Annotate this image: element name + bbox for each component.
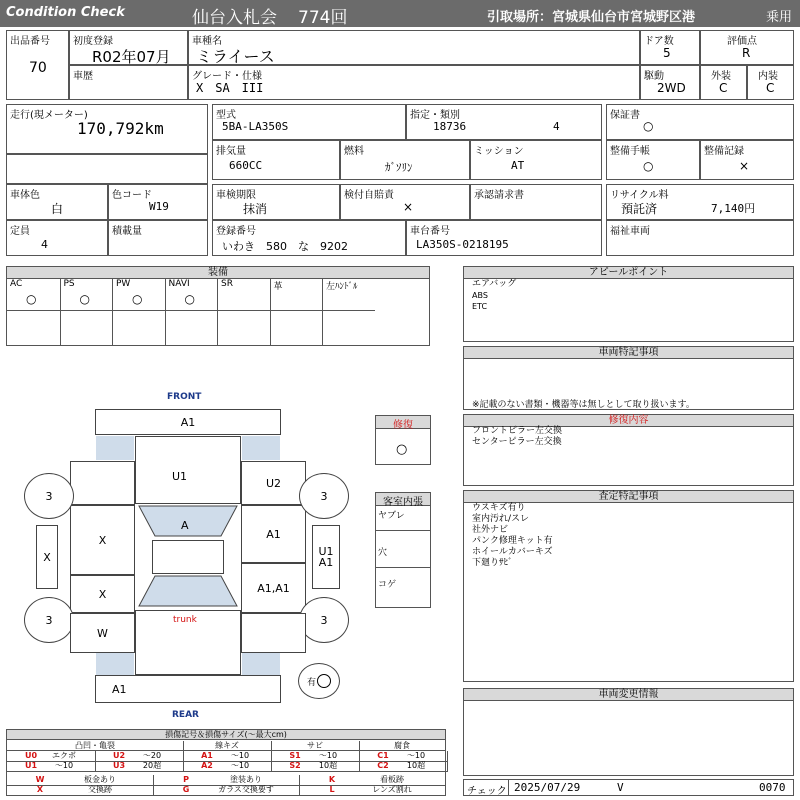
equipment-item-0: [7, 278, 60, 311]
body-color: 白: [51, 202, 64, 216]
equipment-item-1: [60, 278, 113, 311]
designation-cell: 指定・類別 18736 4: [406, 104, 602, 140]
mileage-cell: 走行(現メーター) 170,792km: [6, 104, 208, 154]
fuel-cell: 燃料 ｶﾞｿﾘﾝ: [340, 140, 470, 180]
damage-legend: 損傷記号＆損傷サイズ(〜最大cm) 凸凹・亀裂 線キズ サビ 腐食 U0 エクボ U2 〜20 A1 〜10 S1 〜10 C1 〜10 U1 〜10 U3 20超 A2 〜10 S2 10超 C2 10超 W 板金あり P 塗装あり K 看板跡 X 交換跡 G ガラス交換要す L レンズ割れ: [6, 729, 446, 796]
warranty-cell: 保証書 ○: [606, 104, 794, 140]
windshield-mark: A: [181, 519, 189, 532]
equipment-label: NAVI: [168, 279, 190, 289]
equipment-empty: [7, 311, 60, 345]
drive: 2WD: [657, 81, 686, 95]
auction-name: 仙台入札会: [192, 8, 277, 28]
equipment-mark: ○: [79, 292, 90, 306]
legend-code: A1 〜10: [183, 751, 272, 762]
special-note: ※記載のない書類・機器等は無しとして取り扱います。: [472, 400, 695, 410]
recycle-fee: 7,140円: [711, 202, 756, 215]
first-registration: R02年07月: [92, 48, 171, 66]
equipment-empty: [60, 311, 113, 345]
equipment-item-2: [112, 278, 165, 311]
door-rear-left: X: [70, 575, 135, 613]
cabin-item: ヤブレ: [378, 511, 405, 521]
legend-code: S2 10超: [271, 761, 360, 772]
color-code-cell: 色コード W19: [108, 184, 208, 220]
roof: [152, 540, 224, 574]
insurance-cell: 検付自賠責 ×: [340, 184, 470, 220]
legend-code: K 看板跡: [299, 775, 446, 786]
inspection-note: 室内汚れ/スレ: [472, 514, 530, 524]
appeal-item: エアバッグ: [472, 279, 517, 289]
equipment-item-4: [217, 278, 270, 311]
insurance: ×: [403, 200, 414, 214]
transmission: AT: [511, 159, 525, 172]
equipment-empty: [165, 311, 218, 345]
equipment-label: AC: [10, 279, 23, 289]
equipment-item-6: [322, 278, 375, 311]
inspection-note: 下廻りｻﾋﾞ: [472, 558, 513, 568]
equipment-empty: [217, 311, 270, 345]
drive-cell: 駆動 2WD: [640, 65, 700, 100]
maintenance-manual: ○: [643, 159, 654, 173]
displacement: 660CC: [229, 159, 263, 172]
side-panel-right: U1 A1: [312, 525, 340, 589]
interior-grade: C: [766, 81, 775, 95]
body-color-cell: 車体色 白: [6, 184, 108, 220]
legend-code: C2 10超: [359, 761, 448, 772]
capacity-cell: 定員 4: [6, 220, 108, 256]
spare-tire: 有: [298, 663, 340, 699]
manual-cell: 整備手帳 ○: [606, 140, 700, 180]
recycle-cell: リサイクル料 預託済 7,140円: [606, 184, 794, 220]
legend-category: 凸凹・亀裂: [7, 741, 184, 751]
listing-number: 70: [29, 60, 47, 76]
equipment-item-3: [165, 278, 218, 311]
appeal-item: ETC: [472, 302, 488, 311]
grade: R: [742, 46, 751, 60]
legend-code: G ガラス交換要す: [153, 785, 300, 796]
doors-cell: ドア数 5: [640, 30, 700, 65]
lot-number: 774回: [298, 8, 348, 28]
inspection-cell: 車検期限 抹消: [212, 184, 340, 220]
fuel: ｶﾞｿﾘﾝ: [385, 161, 413, 174]
service-record-cell: 整備記録 ×: [700, 140, 794, 180]
hood: [135, 436, 241, 504]
repair-mark: ○: [396, 442, 408, 457]
check-code: V: [617, 781, 624, 794]
legend-code: U0 エクボ: [7, 751, 96, 762]
model-name: ミライース: [196, 47, 275, 66]
rear-glass: [139, 576, 237, 606]
model-type: 5BA-LA350S: [222, 120, 289, 133]
inspection-note: ウスキズ有り: [472, 503, 526, 513]
cabin-trim-box: 客室内張 ヤブレ 穴 コゲ: [375, 492, 431, 608]
check-row: [463, 779, 794, 796]
check-date: 2025/07/29: [514, 781, 581, 794]
doors: 5: [663, 46, 671, 60]
mileage: 170,792km: [77, 119, 164, 138]
equipment-item-5: [270, 278, 323, 311]
registration-number-cell: 登録番号 いわき 580 な 9202: [212, 220, 406, 256]
equipment-empty: [270, 311, 323, 345]
chassis-cell: 車台番号 LA350S-0218195: [406, 220, 602, 256]
equipment-label: SR: [221, 279, 233, 289]
hood-left-mark: U1: [172, 470, 188, 483]
legend-category: 腐食: [359, 741, 446, 751]
equipment-mark: ○: [184, 292, 195, 306]
logo: Condition Check: [6, 5, 125, 20]
legend-code: U3 20超: [95, 761, 184, 772]
legend-code: L レンズ割れ: [299, 785, 446, 796]
tire-front-left: 3: [24, 473, 74, 519]
vehicle-changes-panel: 車両変更情報: [463, 688, 794, 776]
capacity: 4: [41, 238, 48, 251]
service-record: ×: [739, 159, 750, 173]
check-number: 0070: [759, 781, 786, 794]
legend-code: U2 〜20: [95, 751, 184, 762]
door-rear-right: A1,A1: [241, 563, 306, 613]
listing-number-cell: 出品番号 70: [6, 30, 69, 100]
pickup-location: 引取場所：宮城県仙台市宮城野区港: [487, 10, 696, 25]
displacement-cell: 排気量 660CC: [212, 140, 340, 180]
exterior-grade: C: [719, 81, 728, 95]
special-notes-panel: 車両特記事項 ※記載のない書類・機器等は無しとして取り扱います。: [463, 346, 794, 410]
model-name-cell: 車種名 ミライース: [188, 30, 640, 65]
car-diagram: [0, 385, 375, 725]
designation: 18736: [433, 120, 467, 133]
inspection-note: ホイールカバーキズ: [472, 547, 553, 557]
repair-item: センターピラー左交換: [472, 437, 562, 447]
equipment-label: PS: [63, 279, 75, 289]
legend-code: W 板金あり: [7, 775, 154, 786]
quarter-left: W: [70, 613, 135, 653]
inspection-expiry: 抹消: [243, 202, 268, 216]
inspection-note: 社外ナビ: [472, 525, 509, 535]
legend-category: 線キズ: [183, 741, 272, 751]
first-registration-cell: 初度登録 R02年07月: [69, 30, 188, 65]
history-cell: 車歴: [69, 65, 188, 100]
legend-code: X 交換跡: [7, 785, 154, 796]
interior-cell: 内装 C: [747, 65, 794, 100]
equipment-label: 左ﾊﾝﾄﾞﾙ: [326, 282, 358, 292]
tire-rear-right: 3: [299, 597, 349, 643]
recycle-status: 預託済: [621, 202, 658, 216]
side-panel-left: X: [36, 525, 58, 589]
legend-code: U1 〜10: [7, 761, 96, 772]
legend-category: サビ: [271, 741, 360, 751]
equipment-empty: [112, 311, 165, 345]
transmission-cell: ミッション AT: [470, 140, 602, 180]
rear-label: REAR: [172, 710, 199, 720]
rear-bumper: A1: [95, 675, 281, 703]
equipment-mark: ○: [26, 292, 37, 306]
classification: 4: [553, 120, 560, 133]
mileage-extra-cell: [6, 154, 208, 184]
warranty: ○: [643, 119, 654, 133]
repair-item: フロントピラー左交換: [472, 426, 563, 436]
repair-content-panel: 修復内容 フロントピラー左交換 センターピラー左交換: [463, 414, 794, 486]
front-label: FRONT: [167, 392, 202, 402]
cabin-item: 穴: [378, 548, 388, 558]
door-front-right: A1: [241, 505, 306, 563]
equipment-label: PW: [116, 279, 131, 289]
equipment-table: 装備 AC ○ PS ○ PW ○ NAVI ○ SR 革 左ﾊﾝﾄﾞﾙ: [6, 266, 430, 346]
door-front-left: X: [70, 505, 135, 575]
legend-code: A2 〜10: [183, 761, 272, 772]
appeal-points-panel: アピールポイント エアバッグ ABS ETC: [463, 266, 794, 342]
appeal-item: ABS: [472, 291, 488, 300]
repair-box: 修復 ○: [375, 415, 431, 465]
fender-right: U2: [241, 461, 306, 505]
trim-cell: グレード・仕様 X SA III: [188, 65, 640, 100]
inspection-notes-panel: 査定特記事項 ウスキズ有り 室内汚れ/スレ 社外ナビ パンク修理キット有 ホイールカバーキズ 下廻りｻﾋﾞ: [463, 490, 794, 682]
color-code: W19: [149, 200, 169, 213]
trim: X SA III: [196, 81, 264, 95]
chassis-number: LA350S-0218195: [416, 238, 509, 251]
trunk-label: trunk: [173, 615, 197, 625]
header-bar: [0, 0, 800, 27]
type-cell: 型式 5BA-LA350S: [212, 104, 406, 140]
registration-number: いわき 580 な 9202: [222, 240, 348, 253]
equipment-mark: ○: [132, 292, 143, 306]
exterior-cell: 外装 C: [700, 65, 747, 100]
load-cell: 積載量: [108, 220, 208, 256]
approval-cell: 承認請求書: [470, 184, 602, 220]
tire-front-right: 3: [299, 473, 349, 519]
fender-left: [70, 461, 135, 505]
equipment-label: 革: [273, 282, 283, 292]
welfare-cell: 福祉車両: [606, 220, 794, 256]
cabin-item: コゲ: [378, 580, 397, 590]
equipment-empty: [322, 311, 375, 345]
front-bumper: A1: [95, 409, 281, 435]
legend-code: C1 〜10: [359, 751, 448, 762]
quarter-right: [241, 613, 306, 653]
tire-rear-left: 3: [24, 597, 74, 643]
vehicle-category: 乗用: [766, 10, 793, 25]
legend-code: P 塗装あり: [153, 775, 300, 786]
grade-cell: 評価点 R: [700, 30, 794, 65]
check-label: チェック: [467, 786, 507, 797]
legend-code: S1 〜10: [271, 751, 360, 762]
inspection-note: パンク修理キット有: [472, 536, 553, 546]
